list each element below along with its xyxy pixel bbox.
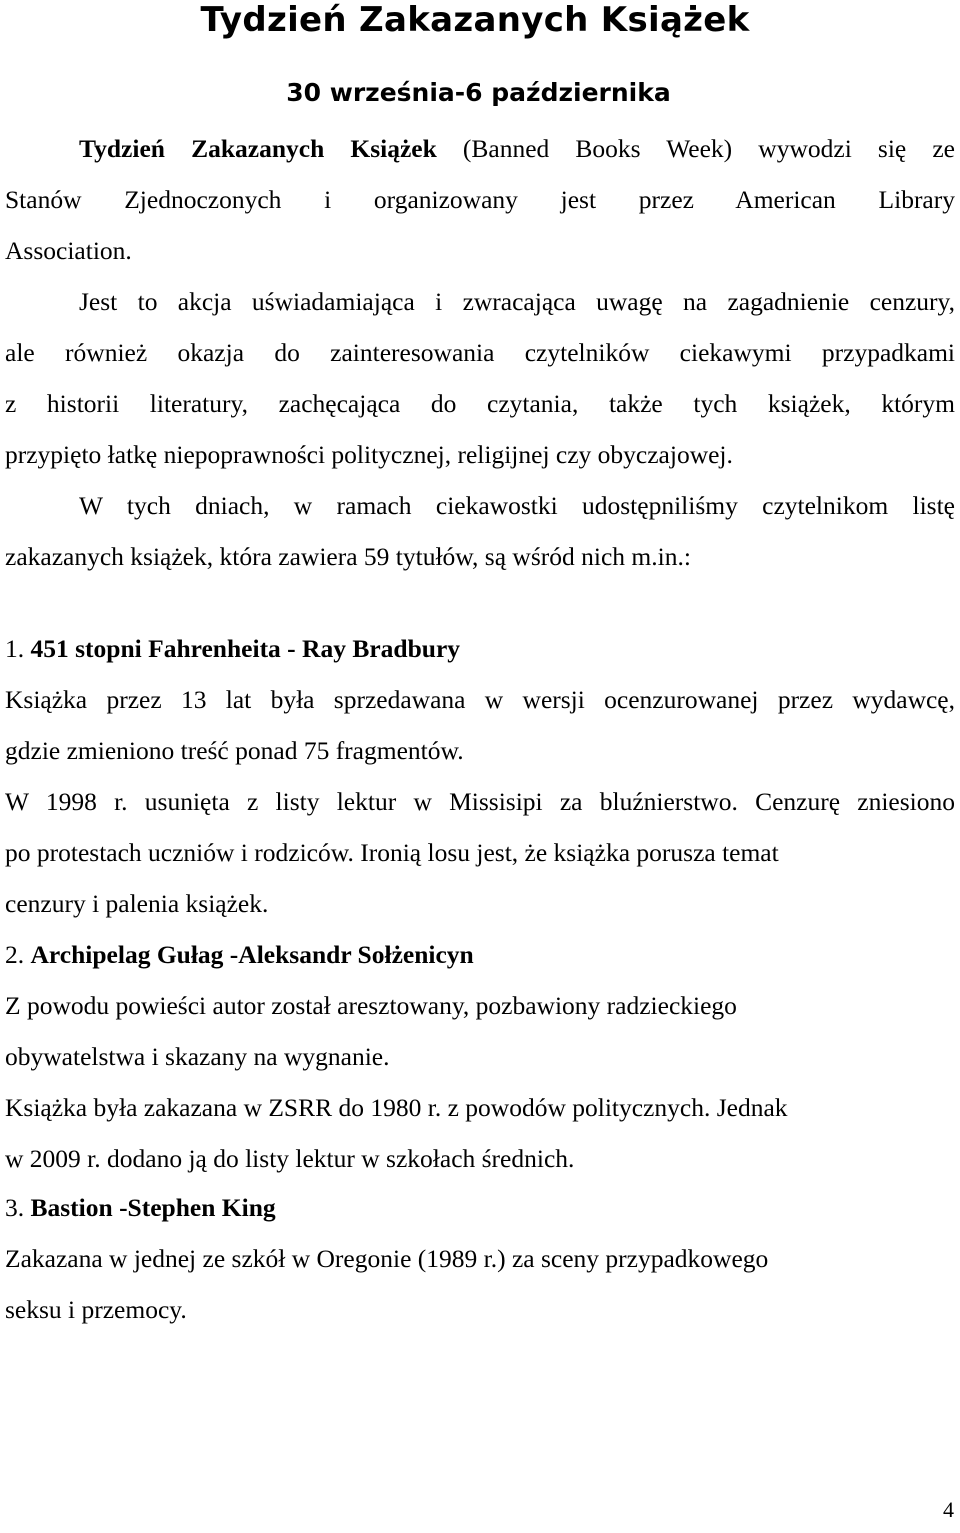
intro-paragraph-1 bbox=[5, 123, 955, 276]
book-heading bbox=[5, 623, 955, 674]
text-line: Tydzień Zakazanych Książek (Banned Books Week) wywodzi się ze bbox=[79, 134, 955, 163]
book-title: Bastion -Stephen King bbox=[30, 1193, 276, 1222]
text-line: po protestach uczniów i rodziców. Ironią losu jest, że książka porusza temat bbox=[5, 838, 779, 867]
text-line: Jest to akcja uświadamiająca i zwracająca uwagę na zagadnienie cenzury, bbox=[79, 287, 955, 316]
text-line: w 2009 r. dodano ją do listy lektur w szkołach średnich. bbox=[5, 1144, 575, 1173]
text-line: Association. bbox=[5, 236, 132, 265]
text-line: gdzie zmieniono treść ponad 75 fragmentów. bbox=[5, 736, 464, 765]
text-line: ale również okazja do zainteresowania czytelników ciekawymi przypadkami bbox=[5, 338, 955, 367]
text-line: Zakazana w jednej ze szkół w Oregonie (1989 r.) za sceny przypadkowego bbox=[5, 1244, 769, 1273]
book-entry-1 bbox=[5, 623, 955, 929]
book-title: 451 stopni Fahrenheita - Ray Bradbury bbox=[30, 634, 461, 663]
intro-paragraph-2 bbox=[5, 276, 955, 480]
text-line: Książka była zakazana w ZSRR do 1980 r. z powodów politycznych. Jednak bbox=[5, 1093, 788, 1122]
book-entry-3 bbox=[5, 1182, 955, 1335]
text-line: W 1998 r. usunięta z listy lektur w Missisipi za bluźnierstwo. Cenzurę zniesiono bbox=[5, 787, 955, 816]
page-title: Tydzień Zakazanych Książek bbox=[200, 0, 750, 40]
text-line: seksu i przemocy. bbox=[5, 1295, 187, 1324]
text-line: Książka przez 13 lat była sprzedawana w wersji ocenzurowanej przez wydawcę, bbox=[5, 685, 955, 714]
text-line: Stanów Zjednoczonych i organizowany jest przez American Library bbox=[5, 185, 955, 214]
book-entry-2 bbox=[5, 929, 955, 1184]
text-line: przypięto łatkę niepoprawności politycznej, religijnej czy obyczajowej. bbox=[5, 440, 733, 469]
event-name-bold: Tydzień Zakazanych Książek bbox=[79, 134, 437, 163]
text-line: Z powodu powieści autor został aresztowany, pozbawiony radzieckiego bbox=[5, 991, 737, 1020]
text-line: zakazanych książek, która zawiera 59 tytułów, są wśród nich m.in.: bbox=[5, 542, 691, 571]
text-line: z historii literatury, zachęcająca do czytania, także tych książek, którym bbox=[5, 389, 955, 418]
text-line: W tych dniach, w ramach ciekawostki udostępniliśmy czytelnikom listę bbox=[79, 491, 955, 520]
event-dates: 30 września-6 października bbox=[286, 78, 671, 107]
text-line: obywatelstwa i skazany na wygnanie. bbox=[5, 1042, 390, 1071]
text-line: cenzury i palenia książek. bbox=[5, 889, 269, 918]
book-number: 1. bbox=[5, 634, 25, 663]
book-number: 2. bbox=[5, 940, 25, 969]
intro-paragraph-3 bbox=[5, 480, 955, 582]
book-heading bbox=[5, 929, 955, 980]
book-heading bbox=[5, 1182, 955, 1233]
book-title: Archipelag Gułag -Aleksandr Sołżenicyn bbox=[30, 940, 474, 969]
page-number: 4 bbox=[943, 1497, 954, 1522]
book-number: 3. bbox=[5, 1193, 25, 1222]
